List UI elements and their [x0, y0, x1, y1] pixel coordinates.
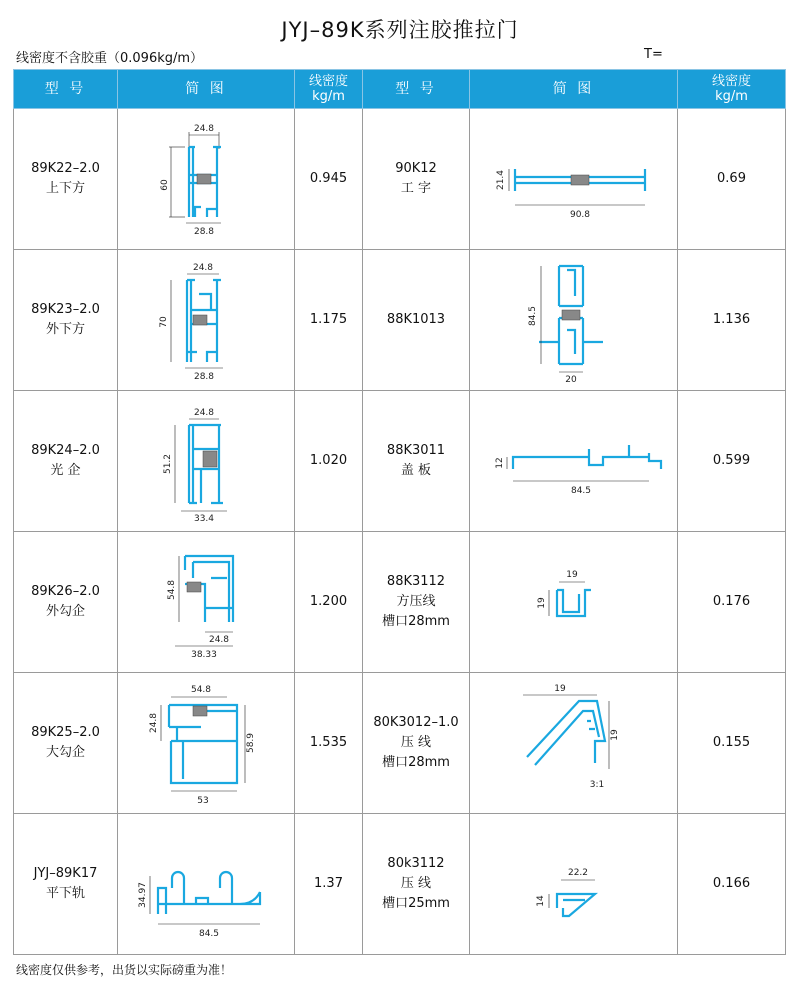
model-cell: 89K23–2.0 外下方 [14, 250, 118, 391]
table-row [14, 814, 786, 955]
density-cell: 0.945 [295, 109, 363, 250]
svg-text:54.8: 54.8 [190, 685, 212, 695]
svg-text:90.8: 90.8 [569, 210, 590, 220]
profile-drawing [118, 109, 295, 250]
profile-table [13, 69, 786, 955]
profile-88k3112-drawing [479, 542, 669, 662]
profile-89k26-drawing [141, 538, 271, 666]
profile-89k22-drawing [141, 119, 271, 239]
profile-drawing [470, 673, 678, 814]
profile-jyj89k17-drawing [136, 822, 276, 946]
profile-88k3011-drawing [479, 401, 669, 521]
header-model: 型 号 [14, 70, 118, 109]
profile-drawing [470, 532, 678, 673]
svg-text:24.8: 24.8 [208, 635, 230, 645]
model-cell: 88K3112 方压线 槽口28mm [363, 532, 470, 673]
profile-drawing [470, 250, 678, 391]
density-cell: 0.69 [678, 109, 786, 250]
model-cell: 89K26–2.0 外勾企 [14, 532, 118, 673]
density-cell: 0.176 [678, 532, 786, 673]
table-row [14, 250, 786, 391]
profile-drawing [118, 814, 295, 955]
header-model: 型 号 [363, 70, 470, 109]
table-row [14, 532, 786, 673]
svg-text:19: 19 [536, 597, 547, 609]
svg-text:3:1: 3:1 [589, 780, 604, 790]
svg-text:24.8: 24.8 [193, 124, 215, 134]
density-cell: 1.020 [295, 391, 363, 532]
footer-note: 线密度仅供参考，出货以实际磅重为准！ [16, 963, 233, 977]
profile-drawing [470, 109, 678, 250]
svg-text:51.2: 51.2 [163, 453, 173, 475]
svg-text:28.8: 28.8 [193, 227, 215, 237]
density-cell: 0.599 [678, 391, 786, 532]
header-figure: 简 图 [118, 70, 295, 109]
profile-drawing [118, 673, 295, 814]
model-cell: 89K22–2.0 上下方 [14, 109, 118, 250]
svg-text:24.8: 24.8 [193, 408, 215, 418]
model-cell: JYJ–89K17 平下轨 [14, 814, 118, 955]
model-cell: 89K25–2.0 大勾企 [14, 673, 118, 814]
model-cell: 89K24–2.0 光 企 [14, 391, 118, 532]
svg-text:58.9: 58.9 [246, 732, 256, 754]
model-cell: 88K1013 [363, 250, 470, 391]
density-cell: 1.136 [678, 250, 786, 391]
svg-text:33.4: 33.4 [193, 514, 215, 523]
profile-88k1013-drawing [479, 256, 669, 384]
profile-90k12-drawing [479, 119, 669, 239]
header-density: 线密度 kg/m [678, 70, 786, 109]
profile-89k24-drawing [141, 399, 271, 523]
svg-text:84.5: 84.5 [570, 486, 591, 496]
svg-text:60: 60 [160, 179, 170, 191]
svg-text:24.8: 24.8 [149, 712, 159, 734]
svg-text:14: 14 [535, 895, 546, 907]
svg-text:70: 70 [159, 316, 169, 328]
svg-text:38.33: 38.33 [191, 650, 217, 660]
svg-text:20: 20 [564, 375, 577, 384]
density-cell: 1.200 [295, 532, 363, 673]
table-row [14, 673, 786, 814]
profile-80k3012-drawing [479, 681, 669, 805]
density-cell: 1.37 [295, 814, 363, 955]
profile-drawing [470, 814, 678, 955]
t-label: T= [644, 47, 663, 62]
model-cell: 80k3112 压 线 槽口25mm [363, 814, 470, 955]
density-cell: 1.535 [295, 673, 363, 814]
model-cell: 90K12 工 字 [363, 109, 470, 250]
profile-89k25-drawing [141, 679, 271, 807]
density-cell: 1.175 [295, 250, 363, 391]
svg-text:53: 53 [197, 796, 209, 806]
density-cell: 0.155 [678, 673, 786, 814]
profile-80k3112b-drawing [479, 824, 669, 944]
svg-text:19: 19 [553, 684, 566, 694]
density-note: 线密度不含胶重（0.096kg/m） [16, 51, 204, 66]
svg-text:54.8: 54.8 [167, 579, 177, 601]
profile-89k23-drawing [141, 258, 271, 382]
density-cell: 0.166 [678, 814, 786, 955]
model-cell: 80K3012–1.0 压 线 槽口28mm [363, 673, 470, 814]
svg-text:19: 19 [609, 729, 620, 741]
svg-text:12: 12 [494, 457, 505, 469]
header-figure: 简 图 [470, 70, 678, 109]
profile-drawing [118, 391, 295, 532]
table-header-row [14, 70, 786, 109]
svg-text:84.5: 84.5 [527, 305, 538, 327]
table-row [14, 391, 786, 532]
table-row [14, 109, 786, 250]
model-cell: 88K3011 盖 板 [363, 391, 470, 532]
svg-text:19: 19 [565, 570, 578, 580]
svg-text:34.97: 34.97 [138, 882, 148, 908]
svg-text:24.8: 24.8 [192, 263, 214, 273]
svg-text:22.2: 22.2 [567, 868, 588, 878]
svg-text:28.8: 28.8 [193, 372, 215, 382]
svg-text:21.4: 21.4 [495, 169, 506, 191]
page-title: JYJ–89K系列注胶推拉门 [281, 18, 519, 42]
header-density: 线密度 kg/m [295, 70, 363, 109]
profile-drawing [118, 250, 295, 391]
svg-text:84.5: 84.5 [198, 929, 220, 939]
profile-drawing [118, 532, 295, 673]
profile-drawing [470, 391, 678, 532]
